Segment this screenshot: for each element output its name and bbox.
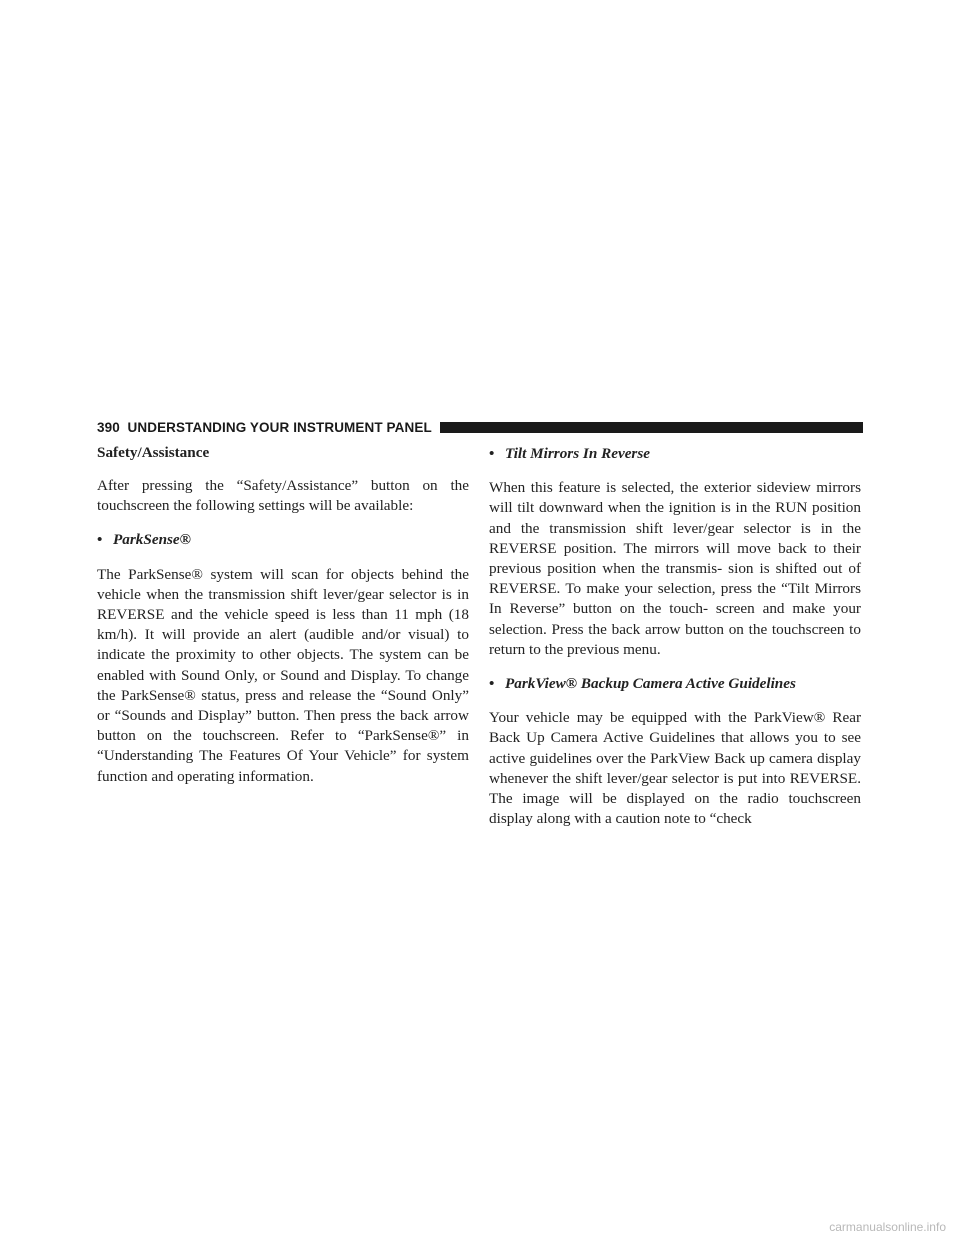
bullet-label: ParkView® Backup Camera Active Guidelines bbox=[505, 675, 796, 693]
right-column bbox=[489, 444, 861, 843]
parkview-paragraph: Your vehicle may be equipped with the ParkView® Rear Back Up Camera Active Guidelines that allows you to see active guidelines over the ParkView Back up camera display whenever the shift lever/gear selector is put into REVERSE. The image will be displayed on the radio touchscreen display along with a caution note to “check bbox=[489, 709, 861, 828]
tilt-mirrors-paragraph: When this feature is selected, the exterior sideview mirrors will tilt downward when the ignition is in the RUN position and the transmission shift lever/gear selector is in the REVERSE position. The mirrors will move back to their previous position when the transmis- sion is shifted out of REVERSE. To make your selection, press the “Tilt Mirrors In Reverse” button on the touch- screen and make your selection. Press the back arrow button on the touchscreen to return to the previous menu. bbox=[489, 479, 861, 658]
page-number: 390 bbox=[97, 419, 120, 435]
page-header-text bbox=[97, 420, 432, 435]
left-column bbox=[97, 444, 469, 801]
header-rule bbox=[440, 422, 863, 433]
bullet-parksense bbox=[97, 530, 469, 550]
bullet-tilt-mirrors bbox=[489, 444, 861, 464]
bullet-parkview bbox=[489, 674, 861, 694]
bullet-icon: • bbox=[97, 531, 103, 549]
bullet-label: ParkSense® bbox=[113, 531, 192, 549]
bullet-icon: • bbox=[489, 445, 495, 462]
bullet-label: Tilt Mirrors In Reverse bbox=[505, 445, 650, 462]
section-title: UNDERSTANDING YOUR INSTRUMENT PANEL bbox=[127, 419, 432, 435]
intro-paragraph: After pressing the “Safety/Assistance” button on the touchscreen the following settings will be available: bbox=[97, 477, 469, 515]
bullet-icon: • bbox=[489, 675, 495, 693]
watermark: carmanualsonline.info bbox=[829, 1220, 946, 1234]
page-header bbox=[97, 420, 863, 434]
parksense-paragraph: The ParkSense® system will scan for objects behind the vehicle when the transmission shift lever/gear selector is in REVERSE and the vehicle speed is less than 11 mph (18 km/h). It will provide an alert (audible and/or visual) to indicate the proximity to other objects. The system can be enabled with Sound Only, or Sound and Display. To change the ParkSense® status, press and release the “Sound Only” or “Sounds and Display” button. Then press the back arrow button on the touchscreen. Refer to “ParkSense®” in “Understanding The Features Of Your Vehicle” for system function and operating information. bbox=[97, 565, 469, 785]
section-heading: Safety/Assistance bbox=[97, 444, 210, 461]
